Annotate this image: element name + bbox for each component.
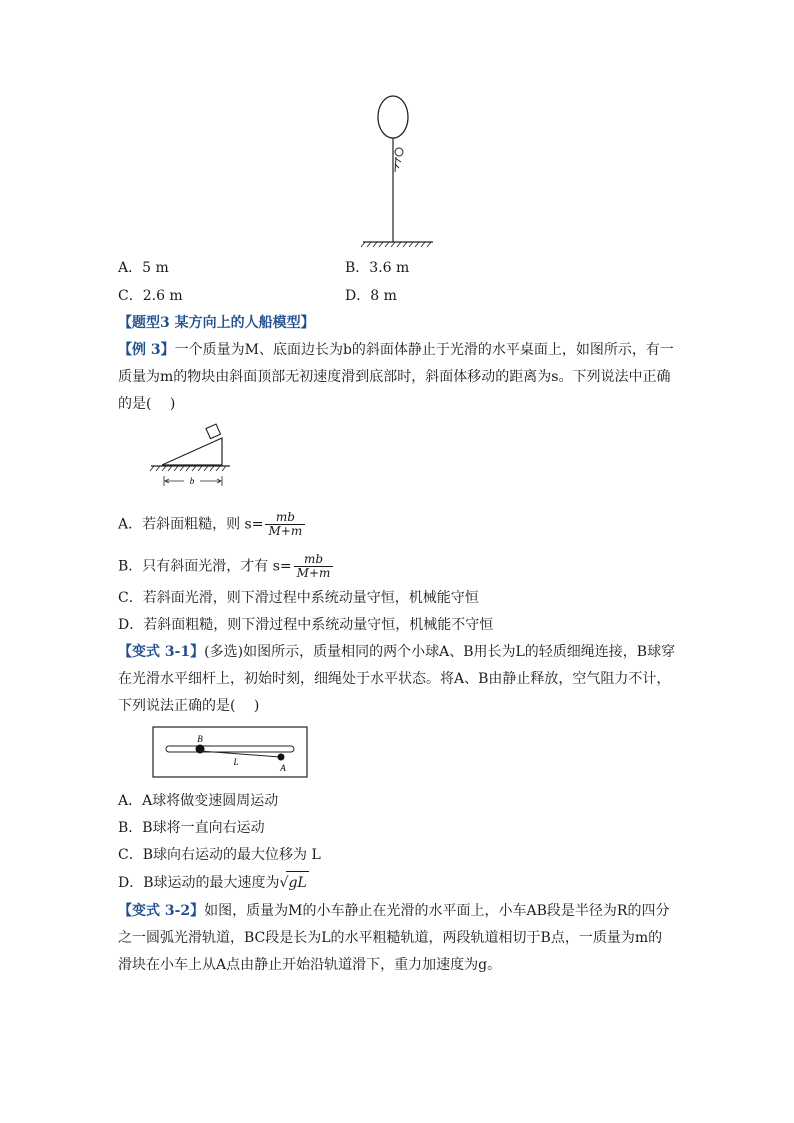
variant31-label: 【变式 3-1】 <box>118 644 205 660</box>
variant31-option-d <box>118 871 309 894</box>
example3-option-d: D．若斜面粗糙，则下滑过程中系统动量守恒，机械能不守恒 <box>118 617 494 633</box>
sqrt-content: gL <box>286 871 308 894</box>
example3-option-b <box>118 553 333 580</box>
variant32-text1: 如图，质量为M的小车静止在光滑的水平面上，小车AB段是半径为R的四分 <box>204 903 670 919</box>
prev-option-b: B．3.6 m <box>345 260 410 276</box>
length-l-label: L <box>233 757 239 767</box>
fraction-denominator: M+m <box>268 524 303 538</box>
example3-line1 <box>118 339 674 361</box>
variant32-label: 【变式 3-2】 <box>118 903 205 919</box>
rod-balls-figure <box>152 726 310 780</box>
variant31-option-b: B．B球将一直向右运动 <box>118 820 265 836</box>
variant31-line3: 下列说法正确的是( ) <box>118 698 260 714</box>
fraction-denominator: M+m <box>296 566 331 580</box>
sqrt-symbol: √ <box>279 875 289 891</box>
variant31-option-c: C．B球向右运动的最大位移为 L <box>118 847 321 863</box>
prev-option-d: D．8 m <box>345 288 397 304</box>
example3-line2: 质量为m的物块由斜面顶部无初速度滑到底部时，斜面体移动的距离为s。下列说法中正确 <box>118 369 671 385</box>
example3-label: 【例 3】 <box>118 342 175 358</box>
balloon-figure <box>355 92 445 252</box>
example3-text1: 一个质量为M、底面边长为b的斜面体静止于光滑的水平桌面上，如图所示，有一 <box>174 342 674 358</box>
fraction-numerator: mb <box>294 553 334 567</box>
example3-option-b-fraction <box>294 553 334 580</box>
variant31-line1 <box>118 641 675 663</box>
variant32-line1 <box>118 900 669 922</box>
prev-option-a: A．5 m <box>118 260 169 276</box>
ball-a-label: A <box>280 763 286 773</box>
section-heading: 【题型3 某方向上的人船模型】 <box>118 315 315 331</box>
incline-figure <box>148 420 238 492</box>
fraction-numerator: mb <box>265 511 305 525</box>
ball-b-label: B <box>197 734 203 744</box>
example3-line3: 的是( ) <box>118 396 176 412</box>
example3-option-b-text: B．只有斜面光滑，才有 s= <box>118 558 292 575</box>
example3-option-a-fraction <box>265 511 305 538</box>
variant32-line3: 滑块在小车上从A点由静止开始沿轨道滑下，重力加速度为g。 <box>118 957 502 973</box>
variant32-line2: 之一圆弧光滑轨道，BC段是长为L的水平粗糙轨道，两段轨道相切于B点，一质量为m的 <box>118 930 663 946</box>
variant31-text1: (多选)如图所示，质量相同的两个小球A、B用长为L的轻质细绳连接，B球穿 <box>204 644 676 660</box>
variant31-option-d-text: D．B球运动的最大速度为 <box>118 875 280 891</box>
variant31-line2: 在光滑水平细杆上，初始时刻，细绳处于水平状态。将A、B由静止释放，空气阻力不计， <box>118 671 671 687</box>
variant31-option-a: A．A球将做变速圆周运动 <box>118 793 279 809</box>
example3-option-c: C．若斜面光滑，则下滑过程中系统动量守恒，机械能守恒 <box>118 590 479 606</box>
prev-option-c: C．2.6 m <box>118 288 183 304</box>
incline-label-b: b <box>189 476 195 486</box>
example3-option-a <box>118 511 305 538</box>
example3-option-a-text: A．若斜面粗糙，则 s= <box>118 516 264 533</box>
